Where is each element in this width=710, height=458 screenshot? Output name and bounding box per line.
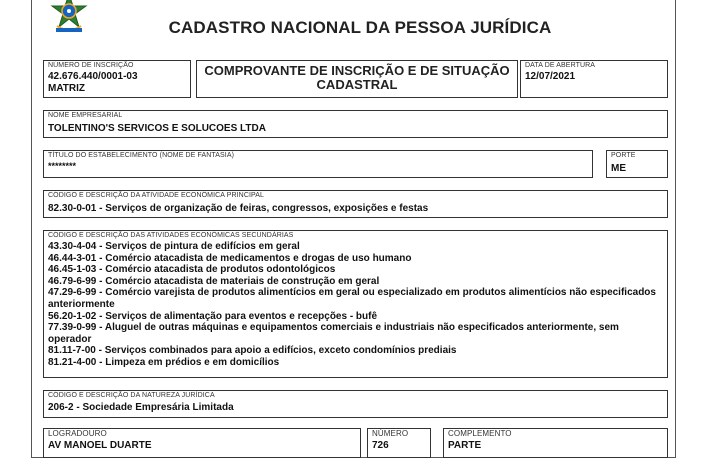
- abertura-label: DATA DE ABERTURA: [525, 62, 596, 69]
- abertura-box: [520, 60, 668, 98]
- complemento-label: COMPLEMENTO: [448, 429, 512, 438]
- inscricao-box: [43, 60, 191, 98]
- comprovante-box: [196, 60, 518, 98]
- list-item: 77.39-0-99 - Aluguel de outras máquinas e equipamentos comerciais e industriais não especificados anteriormente, sem operador: [48, 322, 619, 345]
- list-item: 81.11-7-00 - Serviços combinados para apoio a edifícios, exceto condomínios prediais: [48, 345, 457, 357]
- comprovante-line2: CADASTRAL: [316, 77, 398, 92]
- atividade-principal-box: [43, 190, 668, 218]
- coat-of-arms-icon: [47, 0, 91, 34]
- natureza-juridica-box: [43, 390, 668, 418]
- atividades-secundarias-label: CÓDIGO E DESCRIÇÃO DAS ATIVIDADES ECONÔMICAS SECUNDÁRIAS: [48, 232, 294, 239]
- list-item: 81.21-4-00 - Limpeza em prédios e em domicílios: [48, 356, 280, 368]
- atividade-principal-value: 82.30-0-01 - Serviços de organização de feiras, congressos, exposições e festas: [48, 203, 429, 214]
- fantasia-box: [43, 150, 593, 178]
- inscricao-label: NÚMERO DE INSCRIÇÃO: [48, 62, 134, 69]
- tipo-value: MATRIZ: [48, 83, 86, 94]
- natureza-juridica-label: CÓDIGO E DESCRIÇÃO DA NATUREZA JURÍDICA: [48, 392, 215, 399]
- comprovante-line1: COMPROVANTE DE INSCRIÇÃO E DE SITUAÇÃO: [204, 63, 510, 78]
- atividade-principal-label: CÓDIGO E DESCRIÇÃO DA ATIVIDADE ECONÔMICA PRINCIPAL: [48, 192, 265, 199]
- list-item: 46.45-1-03 - Comércio atacadista de produtos odontológicos: [48, 264, 336, 276]
- numero-label: NÚMERO: [372, 429, 409, 438]
- numero-box: [367, 428, 431, 458]
- porte-box: [606, 150, 668, 178]
- complemento-box: [443, 428, 668, 458]
- list-item: 46.44-3-01 - Comércio atacadista de medicamentos e drogas de uso humano: [48, 252, 412, 264]
- logradouro-value: AV MANOEL DUARTE: [48, 440, 152, 451]
- logradouro-box: [43, 428, 361, 458]
- fantasia-label: TÍTULO DO ESTABELECIMENTO (NOME DE FANTASIA): [48, 152, 235, 159]
- porte-value: ME: [611, 163, 626, 174]
- nome-empresarial-box: [43, 110, 668, 138]
- atividades-secundarias-list: [48, 241, 660, 369]
- list-item: 47.29-6-99 - Comércio varejista de produtos alimentícios em geral ou especializado em produtos alimentícios não especificados anteriormente: [48, 287, 656, 310]
- nome-empresarial-value: TOLENTINO'S SERVICOS E SOLUCOES LTDA: [48, 123, 266, 134]
- abertura-value: 12/07/2021: [525, 71, 576, 82]
- cnpj-value: 42.676.440/0001-03: [48, 71, 138, 82]
- list-item: 43.30-4-04 - Serviços de pintura de edifícios em geral: [48, 241, 300, 252]
- atividades-secundarias-box: [43, 230, 668, 378]
- list-item: 46.79-6-99 - Comércio atacadista de materiais de construção em geral: [48, 275, 380, 287]
- logradouro-label: LOGRADOURO: [48, 429, 107, 438]
- natureza-juridica-value: 206-2 - Sociedade Empresária Limitada: [48, 402, 234, 413]
- numero-value: 726: [372, 440, 389, 451]
- page-title: CADASTRO NACIONAL DA PESSOA JURÍDICA: [168, 18, 552, 37]
- complemento-value: PARTE: [448, 440, 482, 451]
- fantasia-value: ********: [48, 161, 77, 171]
- nome-empresarial-label: NOME EMPRESARIAL: [48, 112, 123, 119]
- list-item: 56.20-1-02 - Serviços de alimentação para eventos e recepções - bufê: [48, 310, 378, 322]
- porte-label: PORTE: [611, 152, 636, 159]
